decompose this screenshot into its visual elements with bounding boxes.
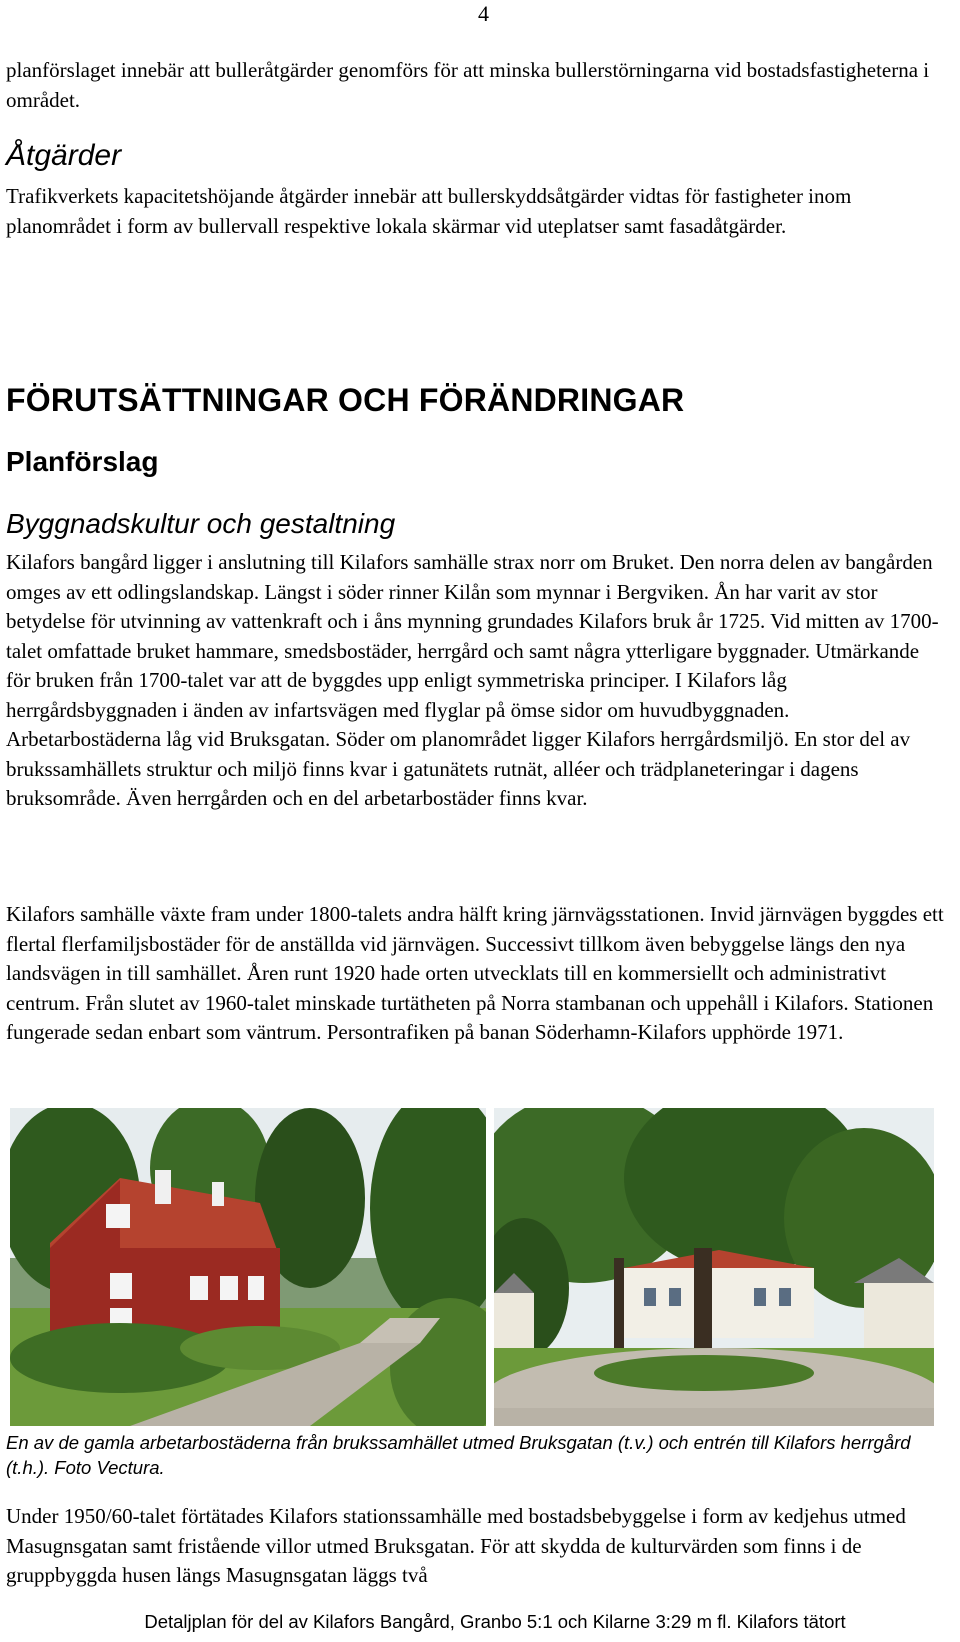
photo-workers-house: [10, 1108, 486, 1426]
page-number: 4: [478, 1, 489, 26]
subheading-byggnadskultur: Byggnadskultur och gestaltning: [6, 508, 396, 539]
photo-manor-entrance-illustration: [494, 1108, 934, 1426]
photo-manor-entrance: [494, 1108, 934, 1426]
heading-atgarder: Åtgärder: [6, 139, 122, 172]
section-heading: FÖRUTSÄTTNINGAR OCH FÖRÄNDRINGAR: [6, 382, 685, 418]
page-footer: Detaljplan för del av Kilafors Bangård, Granbo 5:1 och Kilarne 3:29 m fl. Kilafors tätort: [144, 1611, 846, 1632]
subheading-planforslag: Planförslag: [6, 446, 159, 477]
byggnadskultur-paragraph: Kilafors bangård ligger i anslutning till Kilafors samhälle strax norr om Bruket. Den norra delen av bangården omges av ett odlingslandskap. Längst i söder rinner Kilån som mynnar i Bergviken. Ån har varit av stor betydelse för utvinning av vattenkraft och i åns mynning grundades Kilafors bruk år 1725. Vid mitten av 1700-talet omfattade bruket hammare, smedsbostäder, herrgård och samt några ytterligare byggnader. Utmärkande för bruken från 1700-talet var att de byggdes upp enligt symmetriska principer. I Kilafors låg herrgårdsbyggnaden i änden av infartsvägen med flyglar på ömse sidor om huvudbyggnaden. Arbetarbostäderna låg vid Bruksgatan. Söder om planområdet ligger Kilafors herrgårdsmiljö. En stor del av brukssamhällets struktur och miljö finns kvar i gatunätets rutnät, alléer och trädplaneteringar i dagens bruksområde. Även herrgården och en del arbetarbostäder finns kvar.: [6, 550, 939, 810]
closing-paragraph: Under 1950/60-talet förtätades Kilafors stationssamhälle med bostadsbebyggelse i form av kedjehus utmed Masugnsgatan samt fristående villor utmed Bruksgatan. För att skydda de kulturvärden som finns i de gruppbyggda husen längs Masugnsgatan läggs två: [6, 1504, 906, 1587]
photo-workers-house-illustration: [10, 1108, 486, 1426]
photo-caption: En av de gamla arbetarbostäderna från brukssamhället utmed Bruksgatan (t.v.) och entrén till Kilafors herrgård (t.h.). Foto Vectura.: [6, 1432, 911, 1478]
atgarder-paragraph: Trafikverkets kapacitetshöjande åtgärder innebär att bullerskyddsåtgärder vidtas för fastigheter inom planområdet i form av bullervall respektive lokala skärmar vid uteplatser samt fasadåtgärder.: [6, 184, 852, 238]
intro-paragraph: planförslaget innebär att bulleråtgärder genomförs för att minska bullerstörningarna vid bostadsfastigheterna i området.: [6, 58, 930, 112]
samhalle-paragraph: Kilafors samhälle växte fram under 1800-talets andra hälft kring järnvägsstationen. Invid järnvägen byggdes ett flertal flerfamiljsbostäder för de anställda vid järnvägen. Successivt tillkom även bebyggelse längs den nya landsvägen in till samhället. Åren runt 1920 hade orten utvecklats till en kommersiellt och administrativt centrum. Från slutet av 1960-talet minskade turtätheten på Norra stambanan och uppehåll i Kilafors. Stationen fungerade sedan enbart som väntrum. Persontrafiken på banan Söderhamn-Kilafors upphörde 1971.: [6, 902, 944, 1044]
